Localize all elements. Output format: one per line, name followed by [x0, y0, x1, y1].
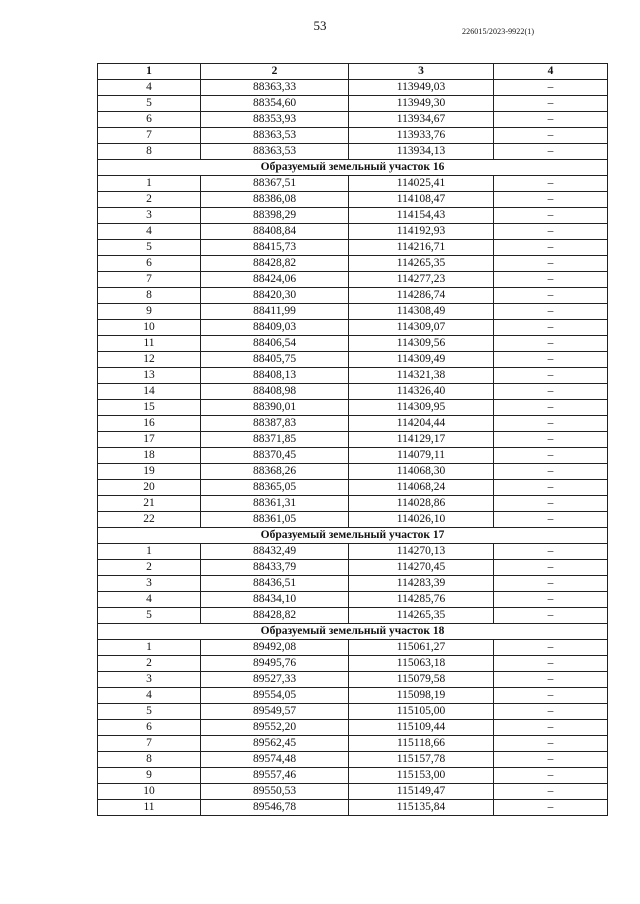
- point-number-cell: 5: [98, 704, 201, 720]
- document-reference: 226015/2023-9922(1): [462, 27, 535, 36]
- table-row: [98, 256, 608, 272]
- note-cell: –: [494, 752, 608, 768]
- table-row: [98, 96, 608, 112]
- point-number-cell: 16: [98, 416, 201, 432]
- x-coordinate-cell: 89549,57: [201, 704, 349, 720]
- y-coordinate-cell: 113949,30: [349, 96, 494, 112]
- table-row: [98, 480, 608, 496]
- x-coordinate-cell: 88428,82: [201, 608, 349, 624]
- point-number-cell: 14: [98, 384, 201, 400]
- point-number-cell: 10: [98, 784, 201, 800]
- table-row: [98, 672, 608, 688]
- x-coordinate-cell: 89574,48: [201, 752, 349, 768]
- table-row: [98, 336, 608, 352]
- x-coordinate-cell: 89554,05: [201, 688, 349, 704]
- note-cell: –: [494, 352, 608, 368]
- table-row: [98, 208, 608, 224]
- note-cell: –: [494, 640, 608, 656]
- table-row: [98, 432, 608, 448]
- y-coordinate-cell: 114270,13: [349, 544, 494, 560]
- section-title: Образуемый земельный участок 17: [98, 528, 608, 544]
- x-coordinate-cell: 89550,53: [201, 784, 349, 800]
- y-coordinate-cell: 115149,47: [349, 784, 494, 800]
- y-coordinate-cell: 115135,84: [349, 800, 494, 816]
- x-coordinate-cell: 88370,45: [201, 448, 349, 464]
- table-row: [98, 272, 608, 288]
- x-coordinate-cell: 89552,20: [201, 720, 349, 736]
- x-coordinate-cell: 88408,98: [201, 384, 349, 400]
- x-coordinate-cell: 88408,13: [201, 368, 349, 384]
- y-coordinate-cell: 114321,38: [349, 368, 494, 384]
- y-coordinate-cell: 114283,39: [349, 576, 494, 592]
- point-number-cell: 18: [98, 448, 201, 464]
- note-cell: –: [494, 272, 608, 288]
- note-cell: –: [494, 176, 608, 192]
- y-coordinate-cell: 115079,58: [349, 672, 494, 688]
- y-coordinate-cell: 114308,49: [349, 304, 494, 320]
- y-coordinate-cell: 114204,44: [349, 416, 494, 432]
- x-coordinate-cell: 88420,30: [201, 288, 349, 304]
- x-coordinate-cell: 88387,83: [201, 416, 349, 432]
- table-row: [98, 496, 608, 512]
- point-number-cell: 8: [98, 144, 201, 160]
- y-coordinate-cell: 114265,35: [349, 256, 494, 272]
- note-cell: –: [494, 672, 608, 688]
- note-cell: –: [494, 768, 608, 784]
- point-number-cell: 4: [98, 224, 201, 240]
- point-number-cell: 4: [98, 80, 201, 96]
- y-coordinate-cell: 114309,56: [349, 336, 494, 352]
- note-cell: –: [494, 784, 608, 800]
- point-number-cell: 17: [98, 432, 201, 448]
- table-row: [98, 784, 608, 800]
- table-row: [98, 176, 608, 192]
- table-row: [98, 320, 608, 336]
- point-number-cell: 2: [98, 560, 201, 576]
- x-coordinate-cell: 88361,31: [201, 496, 349, 512]
- y-coordinate-cell: 113934,13: [349, 144, 494, 160]
- point-number-cell: 4: [98, 688, 201, 704]
- table-row: [98, 752, 608, 768]
- note-cell: –: [494, 560, 608, 576]
- point-number-cell: 11: [98, 800, 201, 816]
- y-coordinate-cell: 114309,49: [349, 352, 494, 368]
- x-coordinate-cell: 88363,53: [201, 144, 349, 160]
- table-row: [98, 80, 608, 96]
- y-coordinate-cell: 114129,17: [349, 432, 494, 448]
- note-cell: –: [494, 192, 608, 208]
- note-cell: –: [494, 448, 608, 464]
- point-number-cell: 9: [98, 768, 201, 784]
- table-row: [98, 112, 608, 128]
- point-number-cell: 7: [98, 272, 201, 288]
- y-coordinate-cell: 114326,40: [349, 384, 494, 400]
- point-number-cell: 20: [98, 480, 201, 496]
- table-row: [98, 416, 608, 432]
- y-coordinate-cell: 114068,24: [349, 480, 494, 496]
- x-coordinate-cell: 88436,51: [201, 576, 349, 592]
- point-number-cell: 5: [98, 608, 201, 624]
- y-coordinate-cell: 114108,47: [349, 192, 494, 208]
- y-coordinate-cell: 114309,95: [349, 400, 494, 416]
- note-cell: –: [494, 496, 608, 512]
- point-number-cell: 2: [98, 192, 201, 208]
- table-row: [98, 592, 608, 608]
- column-header: 4: [494, 64, 608, 80]
- y-coordinate-cell: 114192,93: [349, 224, 494, 240]
- y-coordinate-cell: 115061,27: [349, 640, 494, 656]
- note-cell: –: [494, 304, 608, 320]
- table-row: [98, 128, 608, 144]
- x-coordinate-cell: 88424,06: [201, 272, 349, 288]
- point-number-cell: 5: [98, 240, 201, 256]
- note-cell: –: [494, 336, 608, 352]
- y-coordinate-cell: 113949,03: [349, 80, 494, 96]
- point-number-cell: 9: [98, 304, 201, 320]
- point-number-cell: 10: [98, 320, 201, 336]
- table-row: [98, 768, 608, 784]
- y-coordinate-cell: 113934,67: [349, 112, 494, 128]
- table-row: [98, 400, 608, 416]
- x-coordinate-cell: 88432,49: [201, 544, 349, 560]
- note-cell: –: [494, 656, 608, 672]
- x-coordinate-cell: 88428,82: [201, 256, 349, 272]
- point-number-cell: 6: [98, 720, 201, 736]
- note-cell: –: [494, 688, 608, 704]
- note-cell: –: [494, 80, 608, 96]
- column-header: 2: [201, 64, 349, 80]
- y-coordinate-cell: 114265,35: [349, 608, 494, 624]
- point-number-cell: 6: [98, 256, 201, 272]
- y-coordinate-cell: 114309,07: [349, 320, 494, 336]
- x-coordinate-cell: 89546,78: [201, 800, 349, 816]
- table-row: [98, 656, 608, 672]
- x-coordinate-cell: 89527,33: [201, 672, 349, 688]
- y-coordinate-cell: 114270,45: [349, 560, 494, 576]
- note-cell: –: [494, 96, 608, 112]
- y-coordinate-cell: 114028,86: [349, 496, 494, 512]
- x-coordinate-cell: 88434,10: [201, 592, 349, 608]
- x-coordinate-cell: 88406,54: [201, 336, 349, 352]
- x-coordinate-cell: 88390,01: [201, 400, 349, 416]
- point-number-cell: 3: [98, 672, 201, 688]
- x-coordinate-cell: 88408,84: [201, 224, 349, 240]
- y-coordinate-cell: 114079,11: [349, 448, 494, 464]
- table-row: [98, 688, 608, 704]
- y-coordinate-cell: 114286,74: [349, 288, 494, 304]
- y-coordinate-cell: 114277,23: [349, 272, 494, 288]
- x-coordinate-cell: 88367,51: [201, 176, 349, 192]
- x-coordinate-cell: 88433,79: [201, 560, 349, 576]
- table-row: [98, 288, 608, 304]
- y-coordinate-cell: 115118,66: [349, 736, 494, 752]
- note-cell: –: [494, 464, 608, 480]
- note-cell: –: [494, 800, 608, 816]
- note-cell: –: [494, 256, 608, 272]
- point-number-cell: 11: [98, 336, 201, 352]
- x-coordinate-cell: 89557,46: [201, 768, 349, 784]
- note-cell: –: [494, 432, 608, 448]
- note-cell: –: [494, 224, 608, 240]
- x-coordinate-cell: 88363,53: [201, 128, 349, 144]
- point-number-cell: 15: [98, 400, 201, 416]
- point-number-cell: 8: [98, 288, 201, 304]
- note-cell: –: [494, 480, 608, 496]
- coordinates-table: [97, 63, 608, 816]
- note-cell: –: [494, 576, 608, 592]
- point-number-cell: 13: [98, 368, 201, 384]
- section-header-row: [98, 624, 608, 640]
- note-cell: –: [494, 128, 608, 144]
- table-row: [98, 464, 608, 480]
- x-coordinate-cell: 88368,26: [201, 464, 349, 480]
- table-row: [98, 512, 608, 528]
- point-number-cell: 19: [98, 464, 201, 480]
- point-number-cell: 12: [98, 352, 201, 368]
- table-body: [98, 80, 608, 816]
- point-number-cell: 4: [98, 592, 201, 608]
- x-coordinate-cell: 88386,08: [201, 192, 349, 208]
- table-row: [98, 192, 608, 208]
- section-header-row: [98, 160, 608, 176]
- y-coordinate-cell: 115105,00: [349, 704, 494, 720]
- table-row: [98, 304, 608, 320]
- point-number-cell: 7: [98, 128, 201, 144]
- table-row: [98, 544, 608, 560]
- note-cell: –: [494, 704, 608, 720]
- x-coordinate-cell: 88361,05: [201, 512, 349, 528]
- note-cell: –: [494, 608, 608, 624]
- x-coordinate-cell: 88354,60: [201, 96, 349, 112]
- note-cell: –: [494, 368, 608, 384]
- y-coordinate-cell: 114285,76: [349, 592, 494, 608]
- point-number-cell: 1: [98, 640, 201, 656]
- point-number-cell: 2: [98, 656, 201, 672]
- point-number-cell: 22: [98, 512, 201, 528]
- section-header-row: [98, 528, 608, 544]
- section-title: Образуемый земельный участок 18: [98, 624, 608, 640]
- note-cell: –: [494, 208, 608, 224]
- table-header-row: [98, 64, 608, 80]
- column-header: 1: [98, 64, 201, 80]
- table-row: [98, 144, 608, 160]
- table-row: [98, 240, 608, 256]
- y-coordinate-cell: 115098,19: [349, 688, 494, 704]
- table-row: [98, 704, 608, 720]
- y-coordinate-cell: 113933,76: [349, 128, 494, 144]
- table-row: [98, 560, 608, 576]
- note-cell: –: [494, 320, 608, 336]
- note-cell: –: [494, 144, 608, 160]
- table-row: [98, 800, 608, 816]
- y-coordinate-cell: 114025,41: [349, 176, 494, 192]
- point-number-cell: 1: [98, 176, 201, 192]
- note-cell: –: [494, 544, 608, 560]
- x-coordinate-cell: 88411,99: [201, 304, 349, 320]
- table-row: [98, 224, 608, 240]
- point-number-cell: 6: [98, 112, 201, 128]
- x-coordinate-cell: 89562,45: [201, 736, 349, 752]
- x-coordinate-cell: 88371,85: [201, 432, 349, 448]
- table-row: [98, 640, 608, 656]
- x-coordinate-cell: 88353,93: [201, 112, 349, 128]
- x-coordinate-cell: 88409,03: [201, 320, 349, 336]
- note-cell: –: [494, 512, 608, 528]
- y-coordinate-cell: 114154,43: [349, 208, 494, 224]
- table-row: [98, 448, 608, 464]
- y-coordinate-cell: 115157,78: [349, 752, 494, 768]
- x-coordinate-cell: 89492,08: [201, 640, 349, 656]
- note-cell: –: [494, 592, 608, 608]
- note-cell: –: [494, 720, 608, 736]
- y-coordinate-cell: 115109,44: [349, 720, 494, 736]
- note-cell: –: [494, 416, 608, 432]
- table-row: [98, 736, 608, 752]
- x-coordinate-cell: 88365,05: [201, 480, 349, 496]
- note-cell: –: [494, 384, 608, 400]
- point-number-cell: 3: [98, 208, 201, 224]
- section-title: Образуемый земельный участок 16: [98, 160, 608, 176]
- y-coordinate-cell: 115063,18: [349, 656, 494, 672]
- note-cell: –: [494, 400, 608, 416]
- y-coordinate-cell: 115153,00: [349, 768, 494, 784]
- y-coordinate-cell: 114026,10: [349, 512, 494, 528]
- note-cell: –: [494, 288, 608, 304]
- point-number-cell: 5: [98, 96, 201, 112]
- note-cell: –: [494, 112, 608, 128]
- table-row: [98, 608, 608, 624]
- point-number-cell: 3: [98, 576, 201, 592]
- x-coordinate-cell: 89495,76: [201, 656, 349, 672]
- note-cell: –: [494, 240, 608, 256]
- table-row: [98, 576, 608, 592]
- y-coordinate-cell: 114216,71: [349, 240, 494, 256]
- x-coordinate-cell: 88398,29: [201, 208, 349, 224]
- point-number-cell: 8: [98, 752, 201, 768]
- x-coordinate-cell: 88363,33: [201, 80, 349, 96]
- point-number-cell: 21: [98, 496, 201, 512]
- y-coordinate-cell: 114068,30: [349, 464, 494, 480]
- point-number-cell: 7: [98, 736, 201, 752]
- table-row: [98, 384, 608, 400]
- table-row: [98, 720, 608, 736]
- note-cell: –: [494, 736, 608, 752]
- column-header: 3: [349, 64, 494, 80]
- x-coordinate-cell: 88415,73: [201, 240, 349, 256]
- x-coordinate-cell: 88405,75: [201, 352, 349, 368]
- table-row: [98, 368, 608, 384]
- table-row: [98, 352, 608, 368]
- point-number-cell: 1: [98, 544, 201, 560]
- page-number: 53: [313, 18, 327, 33]
